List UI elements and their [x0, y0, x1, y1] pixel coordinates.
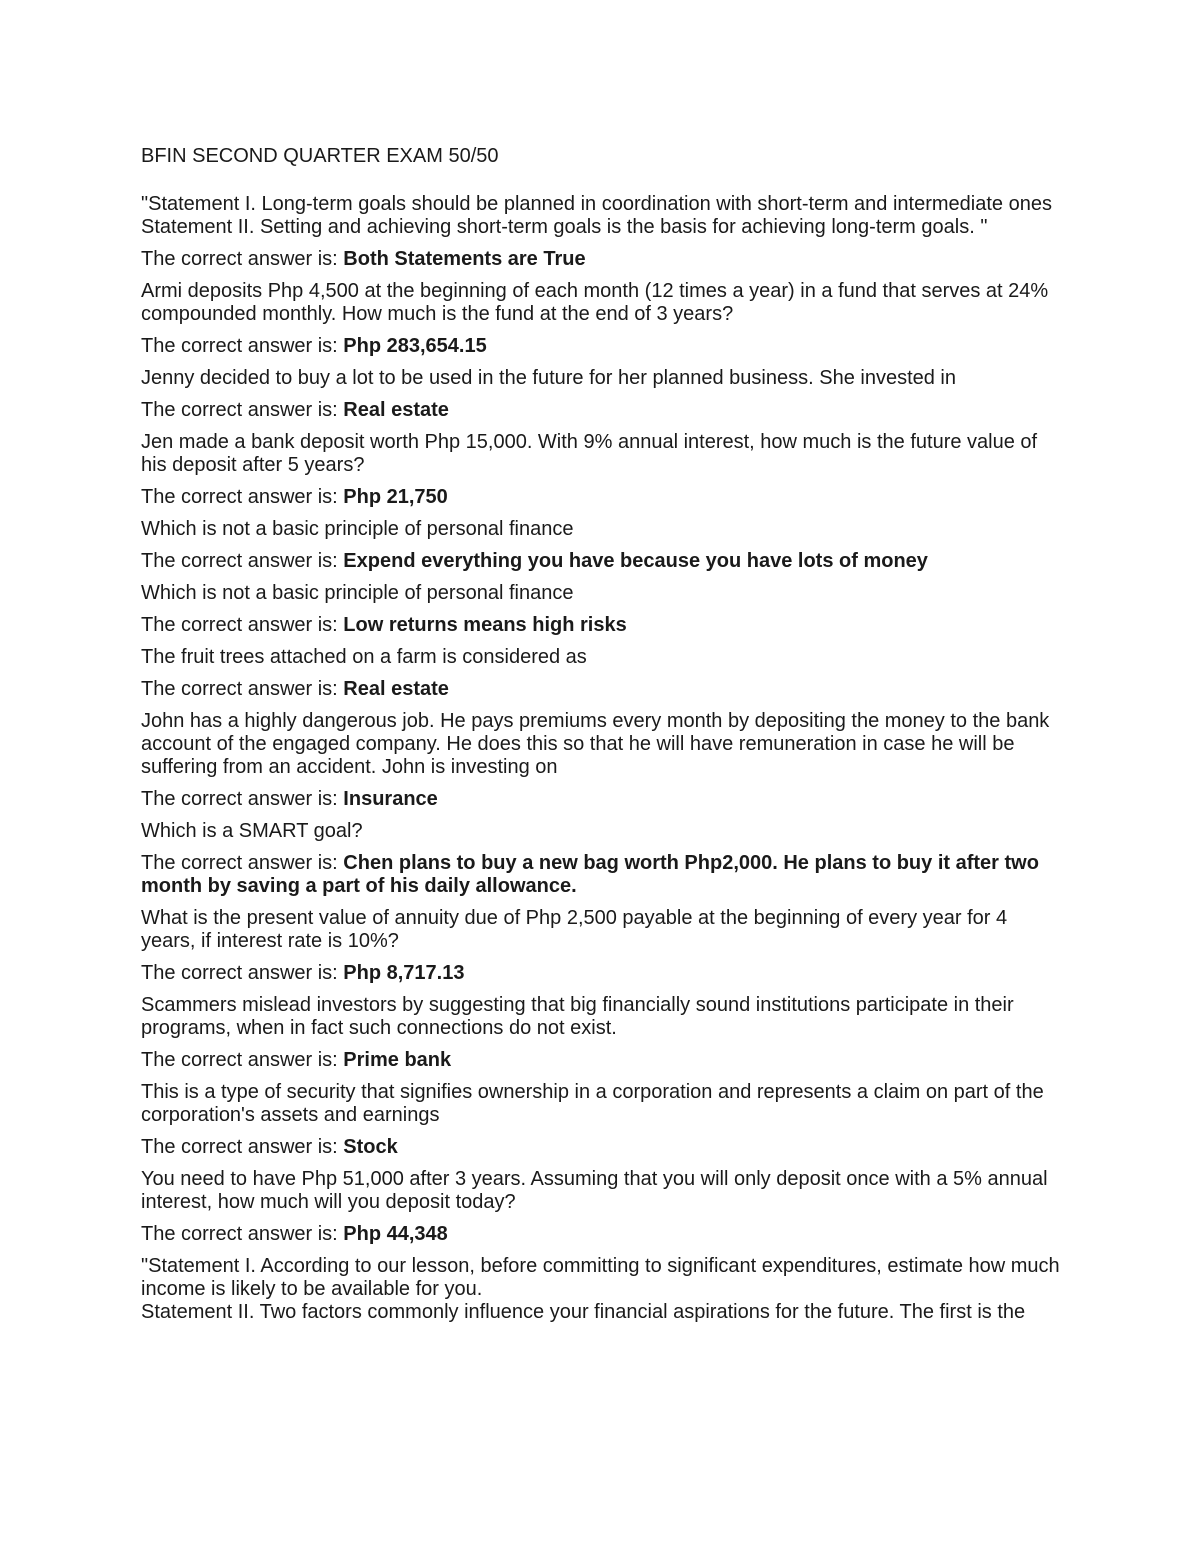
answer-prefix: The correct answer is:: [141, 486, 344, 508]
answer-text: Real estate: [343, 678, 449, 700]
answer-prefix: The correct answer is:: [141, 852, 344, 874]
answer-text: Chen plans to buy a new bag worth Php2,000. He plans to buy it after two month by saving a part of his daily allowance.: [141, 852, 1039, 897]
document-content: [141, 144, 1061, 1333]
answer-line: [141, 550, 1061, 573]
answer-prefix: The correct answer is:: [141, 399, 344, 421]
question-line: This is a type of security that signifies ownership in a corporation and represents a claim on part of the corporation's assets and earnings: [141, 1081, 1044, 1126]
question-line: Statement II. Two factors commonly influence your financial aspirations for the future. The first is the: [141, 1301, 1026, 1323]
question-list: [141, 193, 1061, 1324]
answer-text: Prime bank: [343, 1049, 452, 1071]
question-text: [141, 994, 1061, 1040]
question-item: [141, 1255, 1061, 1324]
answer-prefix: The correct answer is:: [141, 1049, 344, 1071]
question-item: [141, 710, 1061, 811]
question-item: [141, 193, 1061, 271]
question-text: [141, 280, 1061, 326]
question-item: [141, 820, 1061, 898]
answer-line: [141, 852, 1061, 898]
question-line: Which is a SMART goal?: [141, 820, 363, 842]
answer-line: [141, 614, 1061, 637]
question-text: [141, 646, 1061, 669]
answer-prefix: The correct answer is:: [141, 1136, 344, 1158]
answer-prefix: The correct answer is:: [141, 335, 344, 357]
question-line: Which is not a basic principle of personal finance: [141, 582, 574, 604]
answer-text: Expend everything you have because you have lots of money: [343, 550, 928, 572]
answer-prefix: The correct answer is:: [141, 788, 344, 810]
question-item: [141, 1168, 1061, 1246]
question-item: [141, 431, 1061, 509]
question-line: Which is not a basic principle of personal finance: [141, 518, 574, 540]
question-text: [141, 1081, 1061, 1127]
answer-line: [141, 399, 1061, 422]
question-line: Statement II. Setting and achieving short-term goals is the basis for achieving long-term goals. ": [141, 216, 988, 238]
answer-text: Stock: [343, 1136, 398, 1158]
question-item: [141, 646, 1061, 701]
question-line: Jenny decided to buy a lot to be used in the future for her planned business. She invested in: [141, 367, 956, 389]
answer-text: Real estate: [343, 399, 449, 421]
document-title: BFIN SECOND QUARTER EXAM 50/50: [141, 145, 499, 167]
answer-prefix: The correct answer is:: [141, 678, 344, 700]
answer-prefix: The correct answer is:: [141, 614, 344, 636]
question-line: "Statement I. Long-term goals should be planned in coordination with short-term and intermediate ones: [141, 193, 1052, 215]
question-text: [141, 193, 1061, 239]
answer-text: Php 21,750: [343, 486, 448, 508]
answer-line: [141, 788, 1061, 811]
answer-text: Php 283,654.15: [343, 335, 487, 357]
question-item: [141, 582, 1061, 637]
answer-line: [141, 678, 1061, 701]
answer-prefix: The correct answer is:: [141, 962, 344, 984]
question-item: [141, 280, 1061, 358]
question-line: Jen made a bank deposit worth Php 15,000. With 9% annual interest, how much is the future value of his deposit after 5 years?: [141, 431, 1038, 476]
answer-prefix: The correct answer is:: [141, 550, 344, 572]
question-text: [141, 518, 1061, 541]
answer-prefix: The correct answer is:: [141, 1223, 344, 1245]
question-item: [141, 907, 1061, 985]
answer-line: [141, 962, 1061, 985]
question-text: [141, 710, 1061, 779]
answer-text: Both Statements are True: [343, 248, 586, 270]
question-text: [141, 582, 1061, 605]
answer-line: [141, 335, 1061, 358]
question-line: Armi deposits Php 4,500 at the beginning of each month (12 times a year) in a fund that serves at 24% compounded monthly. How much is the fund at the end of 3 years?: [141, 280, 1049, 325]
question-text: [141, 1255, 1061, 1324]
answer-line: [141, 1136, 1061, 1159]
answer-line: [141, 1223, 1061, 1246]
question-line: The fruit trees attached on a farm is considered as: [141, 646, 587, 668]
question-item: [141, 367, 1061, 422]
question-item: [141, 994, 1061, 1072]
question-item: [141, 518, 1061, 573]
answer-text: Php 8,717.13: [343, 962, 465, 984]
question-text: [141, 1168, 1061, 1214]
answer-prefix: The correct answer is:: [141, 248, 344, 270]
question-text: [141, 907, 1061, 953]
question-text: [141, 367, 1061, 390]
question-text: [141, 431, 1061, 477]
question-line: What is the present value of annuity due of Php 2,500 payable at the beginning of every year for 4 years, if interest rate is 10%?: [141, 907, 1008, 952]
question-line: "Statement I. According to our lesson, before committing to significant expenditures, estimate how much income is likely to be available for you.: [141, 1255, 1060, 1300]
answer-line: [141, 1049, 1061, 1072]
question-line: Scammers mislead investors by suggesting that big financially sound institutions participate in their programs, when in fact such connections do not exist.: [141, 994, 1014, 1039]
answer-text: Low returns means high risks: [343, 614, 627, 636]
question-line: John has a highly dangerous job. He pays premiums every month by depositing the money to the bank account of the engaged company. He does this so that he will have remuneration in case he will be suffering from an accident. John is investing on: [141, 710, 1050, 778]
question-item: [141, 1081, 1061, 1159]
question-text: [141, 820, 1061, 843]
question-line: You need to have Php 51,000 after 3 years. Assuming that you will only deposit once with a 5% annual interest, how much will you deposit today?: [141, 1168, 1048, 1213]
answer-line: [141, 486, 1061, 509]
answer-text: Insurance: [343, 788, 438, 810]
answer-text: Php 44,348: [343, 1223, 448, 1245]
answer-line: [141, 248, 1061, 271]
